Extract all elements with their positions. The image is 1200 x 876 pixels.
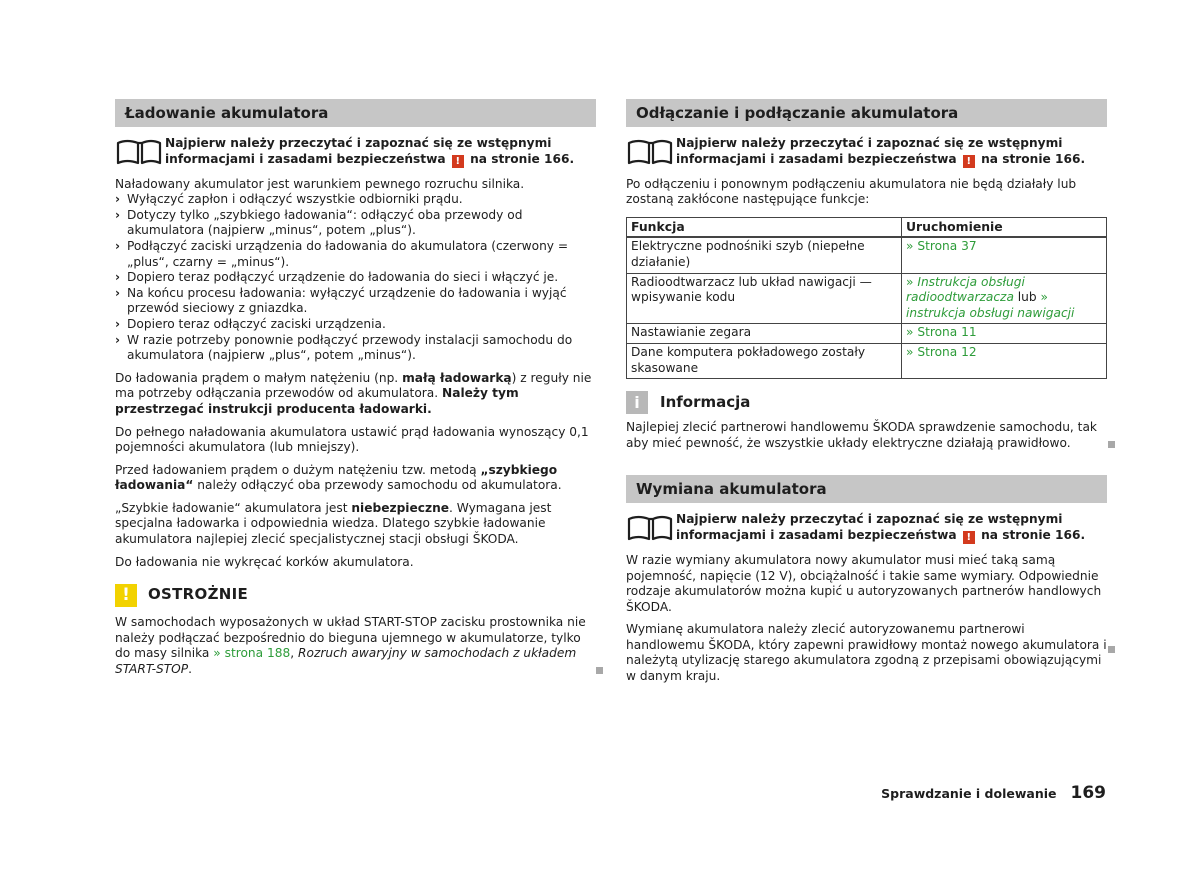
replacement-paragraph: W razie wymiany akumulatora nowy akumulator musi mieć taką samą pojemność, napięcie (12 V), obciążalność i takie same wymiary. Odpowiednie rodzaje akumulatorów można kupić u autoryzowanych partnerów handlowych ŠKODA. [626,552,1102,614]
read-first-note [626,136,1107,168]
page-number: 169 [1070,783,1106,803]
list-item: › Dotyczy tylko „szybkiego ładowania“: odłączyć oba przewody od akumulatora (najpierw „minus“, potem „plus“). [115,207,523,238]
section-end-marker [1108,441,1115,448]
left-column [115,99,596,678]
book-icon [115,138,165,166]
info-title: Informacja [660,392,751,411]
read-first-note [115,136,596,168]
section-heading-disconnect: Odłączanie i podłączanie akumulatora [626,99,1107,127]
arrow-icon: › [115,332,121,347]
warning-icon: ! [963,531,975,544]
page-link[interactable]: » Strona 11 [906,325,977,340]
note-text: Najpierw należy przeczytać i zapoznać się ze wstępnymi informacjami i zasadami bezpieczeństwa ! na stronie 166. [676,512,1086,543]
fast-charge-danger-paragraph: „Szybkie ładowanie“ akumulatora jest niebezpieczne. Wymagana jest specjalna ładowarka i odpowiednia wiedza. Dlatego szybkie ładowanie akumulatora najlepiej zlecić specjalistycznej stacji obsługi ŠKODA. [115,500,552,547]
section-heading-replacement: Wymiana akumulatora [626,475,1107,503]
read-first-note [626,512,1107,544]
list-item: › Podłączyć zaciski urządzenia do ładowania do akumulatora (czerwony = „plus“, czarny = „minus“). [115,238,569,269]
caution-title: OSTROŻNIE [148,585,249,604]
fast-charge-paragraph: Przed ładowaniem prądem o dużym natężeniu tzw. metodą „szybkiego ładowania“ należy odłączyć oba przewody samochodu od akumulatora. [115,462,562,493]
table-row [627,273,1107,324]
list-item: › Dopiero teraz podłączyć urządzenie do ładowania do sieci i włączyć je. [115,270,559,285]
table-row [627,343,1107,378]
caution-heading [115,583,596,607]
warning-icon: ! [963,155,975,168]
list-item: › W razie potrzeby ponownie podłączyć przewody instalacji samochodu do akumulatora (najpierw „plus“, potem „minus“). [115,332,573,363]
table-row [627,324,1107,344]
low-current-paragraph: Do ładowania prądem o małym natężeniu (np. małą ładowarką) z reguły nie ma potrzeby odłączania przewodów od akumulatora. Należy tym przestrzegać instrukcji producenta ładowarki. [115,370,592,416]
page-link[interactable]: » strona 188 [213,646,291,661]
page-link[interactable]: » Strona 12 [906,344,977,359]
caution-text: W samochodach wyposażonych w układ START-STOP zacisku prostownika nie należy podłączać bezpośrednio do bieguna ujemnego w akumulatorze, tylko do masy silnika » strona 188, Rozruch awaryjny w samochodach z układem START-STOP. [115,615,586,677]
intro-paragraph: Po odłączeniu i ponownym podłączeniu akumulatora nie będą działały lub zostaną zakłócone następujące funkcje: [626,176,1077,207]
right-column [626,99,1107,685]
list-item: › Na końcu procesu ładowania: wyłączyć urządzenie do ładowania i wyjąć przewód sieciowy z gniazdka. [115,285,567,316]
charging-steps-list [115,192,596,364]
note-text: Najpierw należy przeczytać i zapoznać się ze wstępnymi informacjami i zasadami bezpieczeństwa ! na stronie 166. [165,136,575,167]
list-item: › Dopiero teraz odłączyć zaciski urządzenia. [115,316,386,331]
table-cell [902,237,1107,273]
arrow-icon: › [115,270,121,285]
page-footer [881,783,1106,803]
table-cell: Nastawianie zegara [627,324,902,344]
functions-table [626,217,1107,379]
column-header-function: Funkcja [627,217,902,237]
footer-section-title: Sprawdzanie i dolewanie [881,786,1057,801]
table-header-row [627,217,1107,237]
table-cell [902,343,1107,378]
book-icon [626,514,676,542]
arrow-icon: › [115,207,121,222]
arrow-icon: › [115,238,121,253]
manual-link[interactable]: Instrukcja obsługi radioodtwarzacza [906,274,1025,305]
table-row [627,237,1107,273]
info-heading [626,391,1107,414]
replacement-service-paragraph: Wymianę akumulatora należy zlecić autoryzowanemu partnerowi handlowemu ŠKODA, który zapewni prawidłowy montaż nowego akumulatora i należytą utylizację starego akumulatora zgodną z przepisami obowiązującymi w danym kraju. [626,622,1107,684]
table-cell: Elektryczne podnośniki szyb (niepełne działanie) [627,237,902,273]
table-cell [902,324,1107,344]
info-text: Najlepiej zlecić partnerowi handlowemu ŠKODA sprawdzenie samochodu, tak aby mieć pewność, że wszystkie układy elektryczne działają prawidłowo. [626,420,1097,450]
section-heading-charging: Ładowanie akumulatora [115,99,596,127]
warning-icon: ! [452,155,464,168]
arrow-icon: › [115,285,121,300]
arrow-icon: › [115,192,121,207]
table-cell: » Instrukcja obsługi radioodtwarzacza lub » instrukcja obsługi nawigacji [902,273,1107,324]
list-item: › Wyłączyć zapłon i odłączyć wszystkie odbiorniki prądu. [115,192,463,207]
arrow-icon: › [115,316,121,331]
section-end-marker [596,667,603,674]
caution-icon: ! [115,584,137,607]
full-charge-paragraph: Do pełnego naładowania akumulatora ustawić prąd ładowania wynoszący 0,1 pojemności akumulatora (lub mniejszy). [115,424,589,455]
page-link[interactable]: » Strona 37 [906,239,977,254]
book-icon [626,138,676,166]
info-icon: i [626,391,648,414]
column-header-activation: Uruchomienie [902,217,1107,237]
note-text: Najpierw należy przeczytać i zapoznać się ze wstępnymi informacjami i zasadami bezpieczeństwa ! na stronie 166. [676,136,1086,167]
caps-paragraph: Do ładowania nie wykręcać korków akumulatora. [115,554,414,569]
section-end-marker [1108,646,1115,653]
table-cell: Radioodtwarzacz lub układ nawigacji — wpisywanie kodu [627,273,902,324]
manual-link[interactable]: instrukcja obsługi nawigacji [906,305,1075,320]
intro-paragraph: Naładowany akumulator jest warunkiem pewnego rozruchu silnika. [115,176,525,191]
table-cell: Dane komputera pokładowego zostały skasowane [627,343,902,378]
